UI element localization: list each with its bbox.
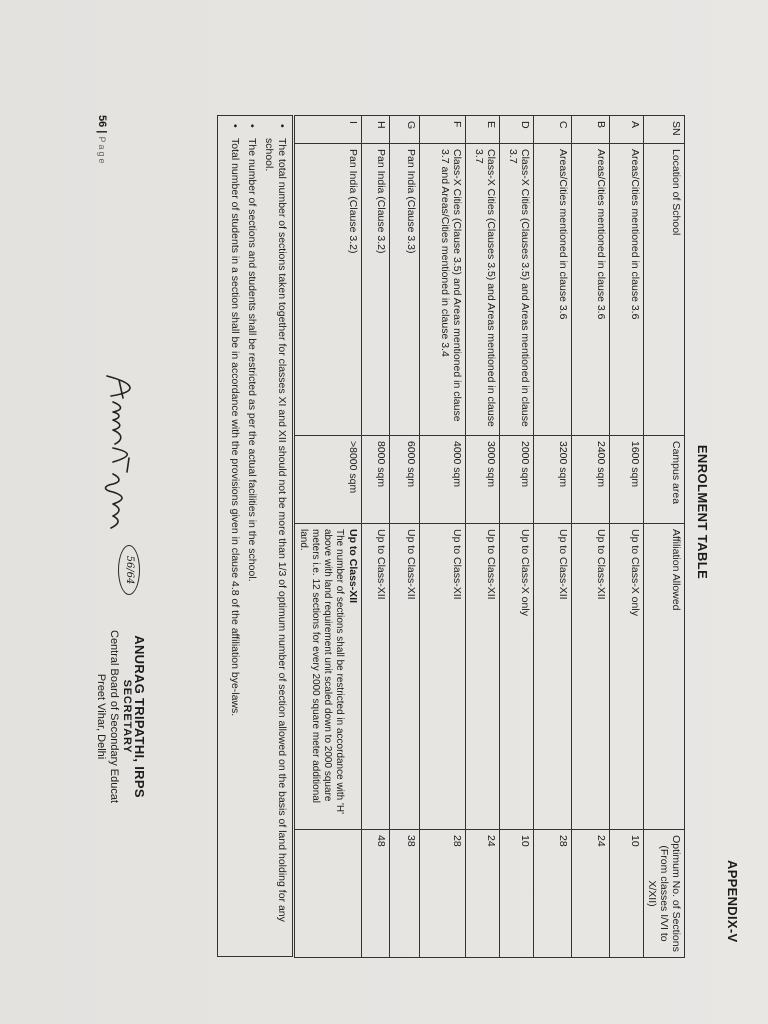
signatory-designation: SECRETARY (121, 679, 133, 754)
cell-location: Pan India (Clause 3.3) (390, 144, 420, 436)
cell-location: Areas/Cities mentioned in clause 3.6 (534, 144, 572, 436)
cell-affiliation: Up to Class-XII (466, 524, 500, 830)
cell-sections (295, 830, 362, 958)
cell-campus: 4000 sqm (420, 436, 466, 524)
table-row (500, 116, 534, 958)
cell-location: Areas/Cities mentioned in clause 3.6 (610, 144, 644, 436)
cell-sections: 24 (572, 830, 610, 958)
page-footer (96, 115, 108, 165)
col-header-affiliation: Affiliation Allowed (644, 524, 685, 830)
col-header-campus: Campus area (644, 436, 685, 524)
cell-campus: 1600 sqm (610, 436, 644, 524)
signatory-block (94, 630, 146, 803)
cell-sn: E (466, 116, 500, 144)
page-stamp: 56/64 (118, 545, 140, 595)
handwritten-signature (99, 372, 143, 532)
table-row (466, 116, 500, 958)
affiliation-note: The number of sections shall be restricted in accordance with 'H' above with land requirement unit scaled down to 2000 square meters i.e. 12 sections for every 2000 square meter additional land. (298, 529, 345, 815)
cell-affiliation: Up to Class-XII (390, 524, 420, 830)
table-row (534, 116, 572, 958)
cell-campus: 3000 sqm (466, 436, 500, 524)
cell-location: Pan India (Clause 3.2) (362, 144, 390, 436)
signatory-place: Preet Vihar, Delhi (95, 673, 107, 760)
cell-location: Areas/Cities mentioned in clause 3.6 (572, 144, 610, 436)
cell-campus: 3200 sqm (534, 436, 572, 524)
notes-list (217, 115, 293, 957)
cell-affiliation: Up to Class-XII (362, 524, 390, 830)
note-item: • The total number of sections taken together for classes XI and XII should not be more than 1/3 of optimum number of section allowed on the basis of land holding for any school. (262, 124, 288, 948)
cell-affiliation: Up to Class-XII (420, 524, 466, 830)
cell-sn: B (572, 116, 610, 144)
signatory-organisation: Central Board of Secondary Educat (108, 630, 120, 804)
cell-sections: 38 (390, 830, 420, 958)
table-row (420, 116, 466, 958)
note-item: • The number of sections and students shall be restricted as per the actual facilities in the school. (245, 124, 258, 948)
cell-sn: D (500, 116, 534, 144)
cell-campus: 2400 sqm (572, 436, 610, 524)
cell-sections: 24 (466, 830, 500, 958)
cell-campus: >8000 sqm (295, 436, 362, 524)
table-row (610, 116, 644, 958)
cell-location: Pan India (Clause 3.2) (295, 144, 362, 436)
note-item: • Total number of students in a section shall be in accordance with the provisions given in clause 4.8 of the affiliation bye-laws. (228, 124, 241, 948)
cell-affiliation: Up to Class-XII (534, 524, 572, 830)
appendix-label: APPENDIX-V (725, 860, 740, 943)
col-header-location: Location of School (644, 144, 685, 436)
table-row (362, 116, 390, 958)
cell-campus: 8000 sqm (362, 436, 390, 524)
cell-sn: F (420, 116, 466, 144)
table-row (295, 116, 362, 958)
cell-location: Class-X Cities (Clause 3.5) and Areas mentioned in clause 3.7 and Areas/Cities mentioned in clause 3.4 (420, 144, 466, 436)
cell-sn: H (362, 116, 390, 144)
enrolment-table (294, 115, 685, 958)
cell-sections: 10 (500, 830, 534, 958)
cell-sn: G (390, 116, 420, 144)
cell-sections: 28 (534, 830, 572, 958)
signatory-name: ANURAG TRIPATHI, IRPS (132, 635, 147, 798)
cell-affiliation: Up to Class-X only (610, 524, 644, 830)
page-word: Page (97, 136, 107, 166)
table-row (390, 116, 420, 958)
cell-affiliation: Up to Class-XII (572, 524, 610, 830)
cell-location: Class-X Cities (Clauses 3.5) and Areas mentioned in clause 3.7 (500, 144, 534, 436)
cell-location: Class-X Cities (Clauses 3.5) and Areas mentioned in clause 3.7 (466, 144, 500, 436)
table-row (572, 116, 610, 958)
col-header-sections: Optimum No. of Sections (From classes I/VI to X/XII) (644, 830, 685, 958)
page-number: 56 (96, 115, 108, 128)
cell-sections: 48 (362, 830, 390, 958)
cell-sn: C (534, 116, 572, 144)
cell-affiliation: Up to Class-X only (500, 524, 534, 830)
affiliation-value: Up to Class-XII (347, 529, 359, 604)
page-separator: | (96, 127, 108, 137)
col-header-sn: SN (644, 116, 685, 144)
cell-campus: 6000 sqm (390, 436, 420, 524)
cell-sections: 28 (420, 830, 466, 958)
cell-sn: I (295, 116, 362, 144)
cell-affiliation (295, 524, 362, 830)
table-header (644, 116, 685, 958)
cell-sections: 10 (610, 830, 644, 958)
header-row (644, 116, 685, 958)
cell-campus: 2000 sqm (500, 436, 534, 524)
cell-sn: A (610, 116, 644, 144)
table-title: ENROLMENT TABLE (695, 444, 710, 580)
